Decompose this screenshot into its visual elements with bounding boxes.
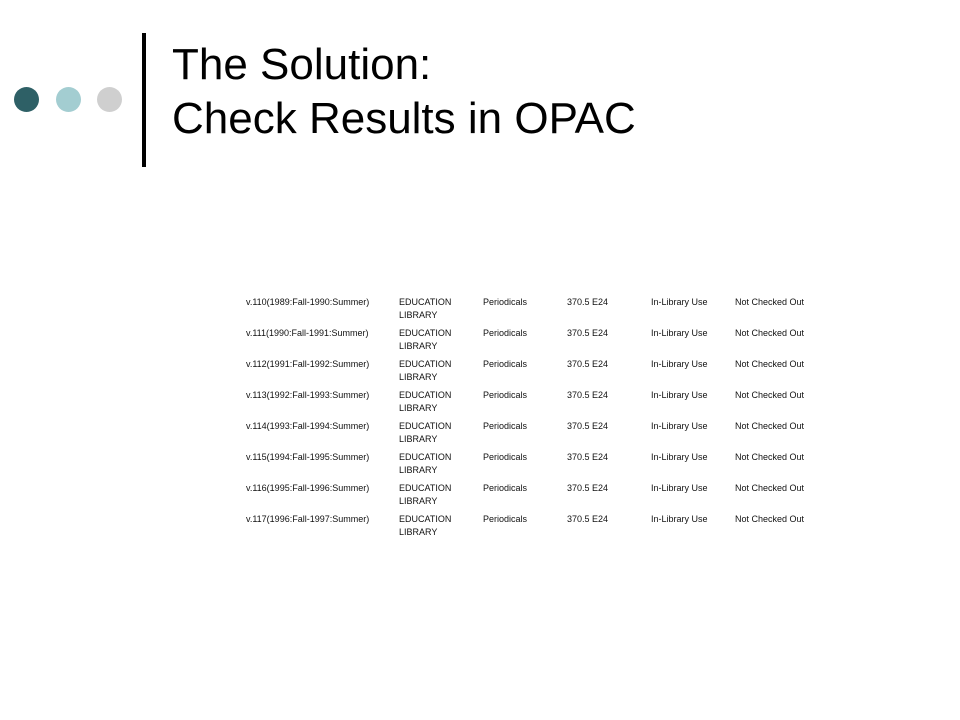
location-cell: EDUCATION LIBRARY	[399, 452, 452, 475]
status-cell: Not Checked Out	[735, 452, 805, 462]
location-cell: EDUCATION LIBRARY	[399, 297, 452, 320]
collection-cell: Periodicals	[483, 297, 528, 307]
holding-row	[241, 384, 841, 415]
volume-cell: v.113(1992:Fall-1993:Summer)	[246, 390, 370, 400]
holding-row	[241, 477, 841, 508]
use-cell: In-Library Use	[651, 359, 708, 369]
gray-dot-icon	[97, 87, 122, 112]
title-divider	[142, 33, 146, 167]
use-cell: In-Library Use	[651, 452, 708, 462]
collection-cell: Periodicals	[483, 452, 528, 462]
status-cell: Not Checked Out	[735, 328, 805, 338]
holding-row	[241, 415, 841, 446]
volume-cell: v.112(1991:Fall-1992:Summer)	[246, 359, 370, 369]
location-cell: EDUCATION LIBRARY	[399, 514, 452, 537]
slide-title-line-1: The Solution:	[172, 40, 432, 89]
holding-row	[241, 446, 841, 477]
location-cell: EDUCATION LIBRARY	[399, 483, 452, 506]
holding-row	[241, 291, 841, 322]
status-cell: Not Checked Out	[735, 390, 805, 400]
holding-row	[241, 508, 841, 539]
slide-title-line-2: Check Results in OPAC	[172, 94, 636, 143]
status-cell: Not Checked Out	[735, 514, 805, 524]
volume-cell: v.116(1995:Fall-1996:Summer)	[246, 483, 370, 493]
collection-cell: Periodicals	[483, 328, 528, 338]
call-number-cell: 370.5 E24	[567, 421, 609, 431]
call-number-cell: 370.5 E24	[567, 452, 609, 462]
use-cell: In-Library Use	[651, 390, 708, 400]
collection-cell: Periodicals	[483, 514, 528, 524]
collection-cell: Periodicals	[483, 421, 528, 431]
status-cell: Not Checked Out	[735, 483, 805, 493]
slide-title	[172, 38, 636, 146]
call-number-cell: 370.5 E24	[567, 514, 609, 524]
use-cell: In-Library Use	[651, 514, 708, 524]
location-cell: EDUCATION LIBRARY	[399, 421, 452, 444]
location-cell: EDUCATION LIBRARY	[399, 390, 452, 413]
location-cell: EDUCATION LIBRARY	[399, 359, 452, 382]
use-cell: In-Library Use	[651, 328, 708, 338]
collection-cell: Periodicals	[483, 483, 528, 493]
volume-cell: v.114(1993:Fall-1994:Summer)	[246, 421, 370, 431]
use-cell: In-Library Use	[651, 483, 708, 493]
call-number-cell: 370.5 E24	[567, 328, 609, 338]
location-cell: EDUCATION LIBRARY	[399, 328, 452, 351]
opac-holdings-screenshot	[241, 291, 841, 539]
volume-cell: v.111(1990:Fall-1991:Summer)	[246, 328, 369, 338]
volume-cell: v.117(1996:Fall-1997:Summer)	[246, 514, 370, 524]
teal-dot-icon	[14, 87, 39, 112]
holding-row	[241, 322, 841, 353]
status-cell: Not Checked Out	[735, 421, 805, 431]
status-cell: Not Checked Out	[735, 297, 805, 307]
collection-cell: Periodicals	[483, 390, 528, 400]
volume-cell: v.115(1994:Fall-1995:Summer)	[246, 452, 370, 462]
use-cell: In-Library Use	[651, 297, 708, 307]
volume-cell: v.110(1989:Fall-1990:Summer)	[246, 297, 370, 307]
use-cell: In-Library Use	[651, 421, 708, 431]
call-number-cell: 370.5 E24	[567, 390, 609, 400]
call-number-cell: 370.5 E24	[567, 297, 609, 307]
light-teal-dot-icon	[56, 87, 81, 112]
collection-cell: Periodicals	[483, 359, 528, 369]
holding-row	[241, 353, 841, 384]
call-number-cell: 370.5 E24	[567, 359, 609, 369]
call-number-cell: 370.5 E24	[567, 483, 609, 493]
status-cell: Not Checked Out	[735, 359, 805, 369]
